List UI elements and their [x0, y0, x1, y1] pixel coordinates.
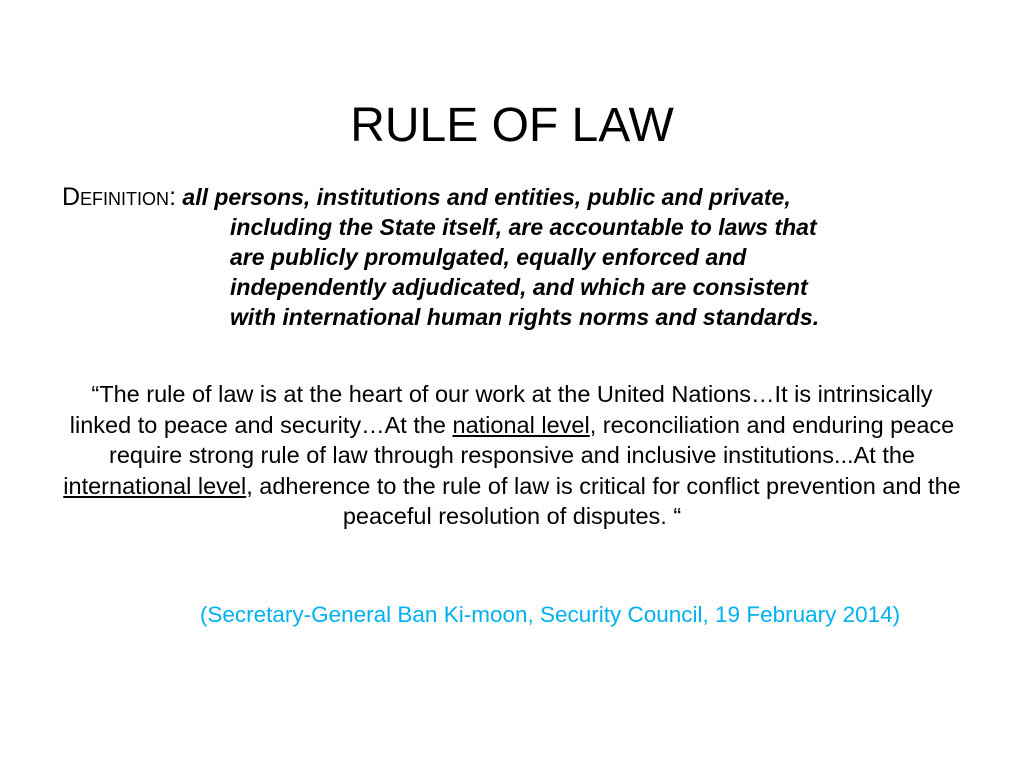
quote-national-level: national level — [452, 411, 590, 438]
slide-title: RULE OF LAW — [350, 99, 674, 153]
attribution-text: (Secretary-General Ban Ki-moon, Security Council, 19 February 2014) — [199, 602, 901, 627]
quote-part-2: , reconciliation and enduring peace require strong rule of law through responsive and inclusive institutions...At the — [109, 411, 955, 468]
definition-first-line — [62, 182, 962, 212]
definition-text-line-3: are publicly promulgated, equally enforced and — [230, 244, 747, 270]
attribution — [62, 600, 1024, 630]
quote-international-level: international level — [63, 472, 247, 499]
quote-paragraph — [62, 379, 962, 532]
definition-text-line-2: including the State itself, are accountable to laws that — [230, 214, 817, 240]
definition-text-line-5: with international human rights norms and standards. — [230, 304, 820, 330]
definition-block — [62, 182, 962, 332]
definition-text-line-1: all persons, institutions and entities, public and private, — [182, 184, 791, 210]
definition-text-line-4: independently adjudicated, and which are consistent — [230, 274, 808, 300]
definition-label: Definition: — [62, 183, 177, 211]
quote-part-1: “The rule of law is at the heart of our work at the United Nations…It is intrinsically linked to peace and security…At the — [69, 381, 933, 438]
quote-part-3: , adherence to the rule of law is critical for conflict prevention and the peaceful resolution of disputes. “ — [246, 472, 961, 529]
